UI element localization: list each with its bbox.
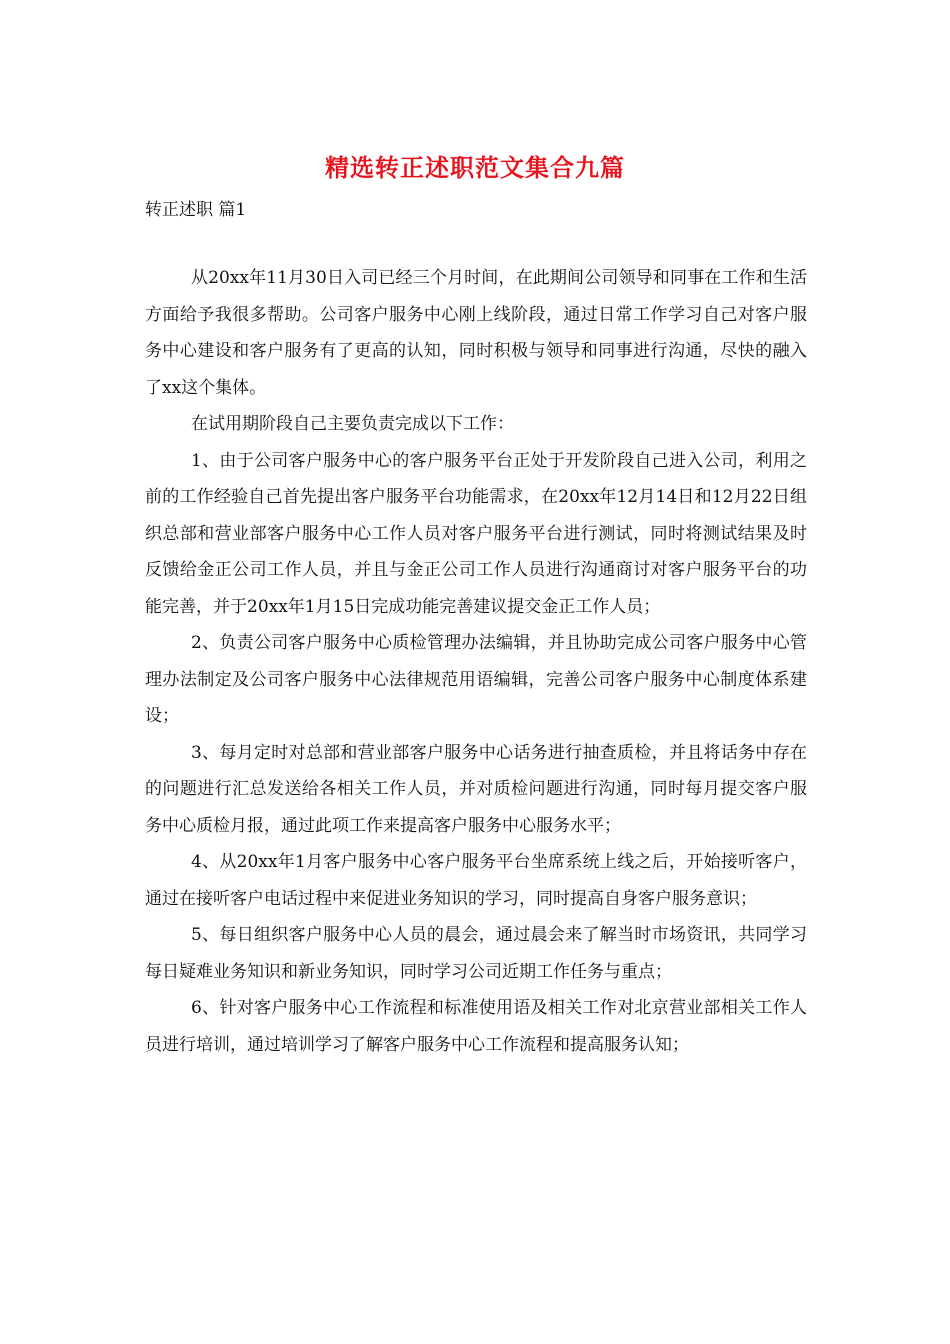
paragraph-intro: 从20xx年11月30日入司已经三个月时间，在此期间公司领导和同事在工作和生活方面给予我很多帮助。公司客户服务中心刚上线阶段，通过日常工作学习自己对客户服务中心建设和客户服务有了更高的认知，同时积极与领导和同事进行沟通，尽快的融入了xx这个集体。	[145, 268, 807, 398]
paragraph-item-6: 6、针对客户服务中心工作流程和标准使用语及相关工作对北京营业部相关工作人员进行培训，通过培训学习了解客户服务中心工作流程和提高服务认知；	[145, 998, 807, 1055]
document-title: 精选转正述职范文集合九篇	[325, 153, 625, 182]
paragraph-item-4: 4、从20xx年1月客户服务中心客户服务平台坐席系统上线之后，开始接听客户，通过在接听客户电话过程中来促进业务知识的学习，同时提高自身客户服务意识；	[145, 852, 807, 909]
paragraph-work-summary: 在试用期阶段自己主要负责完成以下工作：	[191, 414, 514, 434]
paragraph-item-5: 5、每日组织客户服务中心人员的晨会，通过晨会来了解当时市场资讯，共同学习每日疑难业务知识和新业务知识，同时学习公司近期工作任务与重点；	[145, 925, 807, 982]
paragraph-item-1: 1、由于公司客户服务中心的客户服务平台正处于开发阶段自己进入公司，利用之前的工作经验自己首先提出客户服务平台功能需求，在20xx年12月14日和12月22日组织总部和营业部客户服务中心工作人员对客户服务平台进行测试，同时将测试结果及时反馈给金正公司工作人员，并且与金正公司工作人员进行沟通商讨对客户服务平台的功能完善，并于20xx年1月15日完成功能完善建议提交金正工作人员；	[145, 450, 807, 617]
section-heading: 转正述职 篇1	[145, 200, 247, 220]
paragraph-item-3: 3、每月定时对总部和营业部客户服务中心话务进行抽查质检，并且将话务中存在的问题进行汇总发送给各相关工作人员，并对质检问题进行沟通，同时每月提交客户服务中心质检月报，通过此项工作来提高客户服务中心服务水平；	[145, 742, 807, 836]
document-body	[145, 260, 807, 1063]
paragraph-item-2: 2、负责公司客户服务中心质检管理办法编辑，并且协助完成公司客户服务中心管理办法制定及公司客户服务中心法律规范用语编辑，完善公司客户服务中心制度体系建设；	[145, 633, 807, 726]
